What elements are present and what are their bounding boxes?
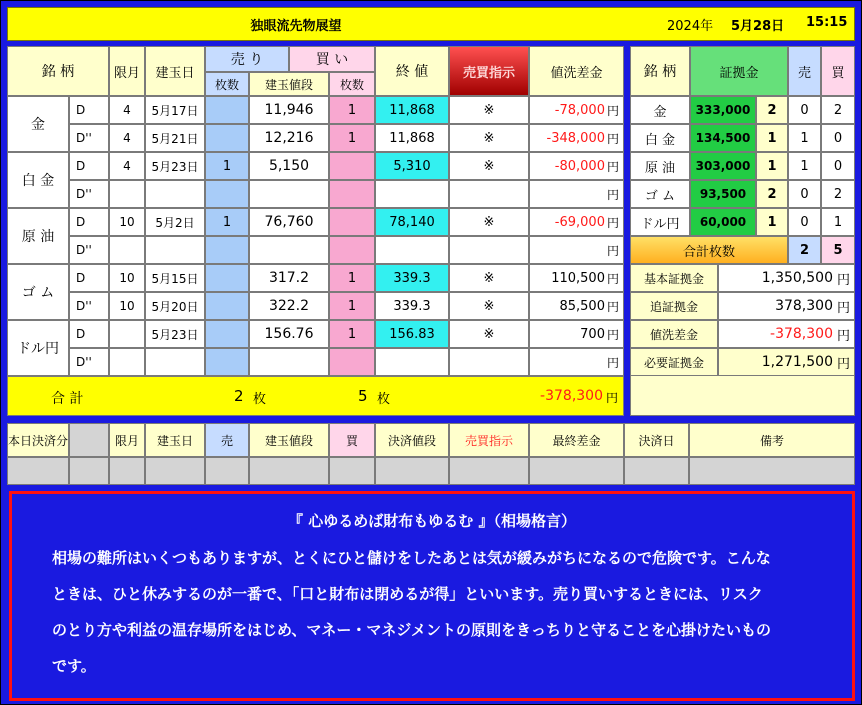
row-sub-label: D xyxy=(69,152,109,180)
margin-buy: 2 xyxy=(821,96,855,124)
row-diff-yen: 円 xyxy=(606,187,619,202)
total-diff: -378,300 xyxy=(540,388,603,404)
total-sell-count: 2 xyxy=(234,387,244,405)
col-header-tatebi: 建玉日 xyxy=(145,46,205,96)
row-diff-yen: 円 xyxy=(606,131,619,146)
settle-cell xyxy=(529,457,624,485)
row-open-date xyxy=(145,180,205,208)
settle-header: 売 xyxy=(205,423,249,457)
row-sub-label: D xyxy=(69,96,109,124)
margin-count: 2 xyxy=(756,180,788,208)
total-sell-unit: 枚 xyxy=(253,392,267,407)
row-buy-count: 1 xyxy=(329,96,375,124)
summary-value: -378,300 xyxy=(770,326,833,342)
row-diff-yen: 円 xyxy=(606,271,619,286)
settle-cell xyxy=(7,457,69,485)
margin-amount: 134,500 xyxy=(690,124,756,152)
summary-value-cell xyxy=(718,292,855,320)
row-close-price: 339.3 xyxy=(375,292,449,320)
margin-sell: 0 xyxy=(788,96,821,124)
margin-count: 1 xyxy=(756,152,788,180)
margin-amount: 93,500 xyxy=(690,180,756,208)
settle-header: 売買指示 xyxy=(449,423,529,457)
row-diff-value: 700 xyxy=(580,326,605,342)
margin-count: 1 xyxy=(756,208,788,236)
proverb-line: のとり方や利益の温存場所をはじめ、マネー・マネジメントの原則をきっちりと守ることを心掛けたいもの xyxy=(52,621,771,639)
summary-label: 基本証拠金 xyxy=(630,264,718,292)
margin-total-sell: 2 xyxy=(788,236,821,264)
commodity-usdjpy: ドル円 xyxy=(7,320,69,376)
proverb-line: です。 xyxy=(52,657,96,675)
row-trade-instruction: ※ xyxy=(449,264,529,292)
margin-commodity: ドル円 xyxy=(630,208,690,236)
col-header-buy-count: 枚数 xyxy=(329,72,375,96)
row-close-price: 339.3 xyxy=(375,264,449,292)
row-diff-value: -78,000 xyxy=(554,102,605,118)
row-sell-count: 1 xyxy=(205,208,249,236)
row-sell-count xyxy=(205,96,249,124)
summary-value-cell xyxy=(718,264,855,292)
row-open-date: 5月23日 xyxy=(145,320,205,348)
summary-yen: 円 xyxy=(836,356,850,372)
row-sub-label: D'' xyxy=(69,348,109,376)
row-sell-count xyxy=(205,264,249,292)
margin-commodity: ゴ ム xyxy=(630,180,690,208)
row-open-price: 317.2 xyxy=(249,264,329,292)
row-mark-to-market xyxy=(529,292,624,320)
total-yen: 円 xyxy=(606,391,619,405)
header-time: 15:15 xyxy=(806,15,848,30)
row-sell-count: 1 xyxy=(205,152,249,180)
row-mark-to-market xyxy=(529,320,624,348)
margin-total-label: 合計枚数 xyxy=(630,236,788,264)
row-open-price: 5,150 xyxy=(249,152,329,180)
summary-yen: 円 xyxy=(836,300,850,316)
row-close-price: 78,140 xyxy=(375,208,449,236)
proverb-line: 相場の難所はいくつもありますが、とくにひと儲けをしたあとは気が緩みがちになるので危険です。こんな xyxy=(52,549,771,567)
row-diff-value: -80,000 xyxy=(554,158,605,174)
row-sub-label: D'' xyxy=(69,180,109,208)
summary-value: 1,271,500 xyxy=(761,354,833,370)
row-open-price: 76,760 xyxy=(249,208,329,236)
margin-sell: 0 xyxy=(788,180,821,208)
settle-cell xyxy=(109,457,145,485)
row-sub-label: D xyxy=(69,264,109,292)
proverb-body xyxy=(52,540,822,684)
proverb-line: ときは、ひと休みするのが一番で、「口と財布は閉めるが得」といいます。売り買いするときには、リスク xyxy=(52,585,763,603)
row-open-date: 5月23日 xyxy=(145,152,205,180)
row-mark-to-market xyxy=(529,348,624,376)
row-month: 4 xyxy=(109,152,145,180)
header-bar xyxy=(7,7,855,41)
settle-header-blank xyxy=(69,423,109,457)
row-buy-count: 1 xyxy=(329,292,375,320)
margin-header-meigara: 銘 柄 xyxy=(630,46,690,96)
row-diff-value: -348,000 xyxy=(546,130,605,146)
row-close-price: 11,868 xyxy=(375,124,449,152)
col-header-gengetsu: 限月 xyxy=(109,46,145,96)
row-sub-label: D xyxy=(69,208,109,236)
row-buy-count xyxy=(329,236,375,264)
row-diff-yen: 円 xyxy=(606,103,619,118)
row-open-date: 5月20日 xyxy=(145,292,205,320)
summary-label: 追証拠金 xyxy=(630,292,718,320)
margin-count: 2 xyxy=(756,96,788,124)
row-month xyxy=(109,320,145,348)
row-trade-instruction: ※ xyxy=(449,320,529,348)
settle-cell xyxy=(145,457,205,485)
margin-buy: 2 xyxy=(821,180,855,208)
margin-sell: 1 xyxy=(788,124,821,152)
row-mark-to-market xyxy=(529,236,624,264)
row-open-date xyxy=(145,348,205,376)
margin-header-kai: 買 xyxy=(821,46,855,96)
settle-header: 最終差金 xyxy=(529,423,624,457)
row-sell-count xyxy=(205,124,249,152)
total-label: 合 計 xyxy=(51,391,84,407)
row-diff-yen: 円 xyxy=(606,327,619,342)
settle-cell xyxy=(69,457,109,485)
row-sell-count xyxy=(205,320,249,348)
row-close-price xyxy=(375,180,449,208)
row-sell-count xyxy=(205,236,249,264)
settle-cell xyxy=(624,457,689,485)
margin-header-shokokin: 証拠金 xyxy=(690,46,788,96)
settle-header: 本日決済分 xyxy=(7,423,69,457)
margin-sell: 0 xyxy=(788,208,821,236)
col-header-neari: 値洗差金 xyxy=(529,46,624,96)
row-diff-yen: 円 xyxy=(606,243,619,258)
col-header-tate-nedan: 建玉値段 xyxy=(249,72,329,96)
col-header-sell-count: 枚数 xyxy=(205,72,249,96)
settle-cell xyxy=(249,457,329,485)
margin-sell: 1 xyxy=(788,152,821,180)
col-header-baibai: 売買指示 xyxy=(449,46,529,96)
row-buy-count xyxy=(329,152,375,180)
col-header-meigara: 銘 柄 xyxy=(7,46,109,96)
commodity-platinum: 白 金 xyxy=(7,152,69,208)
settle-cell xyxy=(449,457,529,485)
margin-commodity: 金 xyxy=(630,96,690,124)
settle-cell xyxy=(375,457,449,485)
header-year: 2024年 xyxy=(667,19,714,34)
row-close-price xyxy=(375,236,449,264)
row-trade-instruction xyxy=(449,180,529,208)
row-trade-instruction: ※ xyxy=(449,292,529,320)
row-buy-count xyxy=(329,180,375,208)
summary-label: 必要証拠金 xyxy=(630,348,718,376)
settle-header: 備考 xyxy=(689,423,855,457)
total-buy-count: 5 xyxy=(358,387,368,405)
row-buy-count: 1 xyxy=(329,320,375,348)
row-open-price: 11,946 xyxy=(249,96,329,124)
proverb-title: 『 心ゆるめば財布もゆるむ 』（相場格言） xyxy=(288,512,576,530)
row-trade-instruction: ※ xyxy=(449,96,529,124)
margin-header-uri: 売 xyxy=(788,46,821,96)
row-sell-count xyxy=(205,180,249,208)
margin-commodity: 白 金 xyxy=(630,124,690,152)
row-sub-label: D'' xyxy=(69,236,109,264)
row-mark-to-market xyxy=(529,208,624,236)
row-close-price xyxy=(375,348,449,376)
row-diff-value: 85,500 xyxy=(559,298,605,314)
row-sub-label: D'' xyxy=(69,124,109,152)
row-trade-instruction: ※ xyxy=(449,124,529,152)
margin-buy: 1 xyxy=(821,208,855,236)
row-open-price: 156.76 xyxy=(249,320,329,348)
settle-cell xyxy=(329,457,375,485)
row-month: 10 xyxy=(109,264,145,292)
row-open-date: 5月2日 xyxy=(145,208,205,236)
row-trade-instruction: ※ xyxy=(449,208,529,236)
row-close-price: 5,310 xyxy=(375,152,449,180)
row-month: 4 xyxy=(109,96,145,124)
settle-header: 建玉値段 xyxy=(249,423,329,457)
settle-header: 買 xyxy=(329,423,375,457)
row-month: 10 xyxy=(109,292,145,320)
row-sub-label: D'' xyxy=(69,292,109,320)
row-open-date: 5月15日 xyxy=(145,264,205,292)
row-buy-count xyxy=(329,208,375,236)
margin-total-buy: 5 xyxy=(821,236,855,264)
settle-header: 限月 xyxy=(109,423,145,457)
summary-yen: 円 xyxy=(836,272,850,288)
row-mark-to-market xyxy=(529,264,624,292)
row-open-price xyxy=(249,180,329,208)
row-sell-count xyxy=(205,292,249,320)
summary-yen: 円 xyxy=(836,328,850,344)
row-open-date: 5月17日 xyxy=(145,96,205,124)
total-buy-unit: 枚 xyxy=(377,392,391,407)
row-open-date: 5月21日 xyxy=(145,124,205,152)
row-mark-to-market xyxy=(529,152,624,180)
row-open-price: 12,216 xyxy=(249,124,329,152)
margin-amount: 303,000 xyxy=(690,152,756,180)
row-diff-value: 110,500 xyxy=(551,270,605,286)
col-header-uri: 売 り xyxy=(205,46,289,72)
row-open-date xyxy=(145,236,205,264)
row-mark-to-market xyxy=(529,124,624,152)
row-diff-yen: 円 xyxy=(606,355,619,370)
row-trade-instruction xyxy=(449,348,529,376)
row-close-price: 11,868 xyxy=(375,96,449,124)
margin-amount: 60,000 xyxy=(690,208,756,236)
margin-amount: 333,000 xyxy=(690,96,756,124)
summary-value: 378,300 xyxy=(775,298,833,314)
market-proverb-box xyxy=(9,491,855,701)
settle-header: 建玉日 xyxy=(145,423,205,457)
col-header-owarine: 終 値 xyxy=(375,46,449,96)
settle-cell xyxy=(689,457,855,485)
row-buy-count: 1 xyxy=(329,124,375,152)
row-mark-to-market xyxy=(529,180,624,208)
margin-commodity: 原 油 xyxy=(630,152,690,180)
row-trade-instruction: ※ xyxy=(449,152,529,180)
row-sell-count xyxy=(205,348,249,376)
row-month: 10 xyxy=(109,208,145,236)
margin-buy: 0 xyxy=(821,152,855,180)
row-month xyxy=(109,348,145,376)
row-open-price xyxy=(249,236,329,264)
commodity-crude-oil: 原 油 xyxy=(7,208,69,264)
summary-label: 値洗差金 xyxy=(630,320,718,348)
header-date: 5月28日 xyxy=(731,19,785,34)
row-buy-count xyxy=(329,348,375,376)
row-sub-label: D xyxy=(69,320,109,348)
row-diff-yen: 円 xyxy=(606,299,619,314)
row-diff-yen: 円 xyxy=(606,215,619,230)
commodity-gold: 金 xyxy=(7,96,69,152)
margin-buy: 0 xyxy=(821,124,855,152)
row-month xyxy=(109,180,145,208)
row-close-price: 156.83 xyxy=(375,320,449,348)
summary-value-cell xyxy=(718,348,855,376)
row-diff-yen: 円 xyxy=(606,159,619,174)
row-mark-to-market xyxy=(529,96,624,124)
commodity-rubber: ゴ ム xyxy=(7,264,69,320)
row-trade-instruction xyxy=(449,236,529,264)
page-title: 独眼流先物展望 xyxy=(250,19,342,34)
summary-value: 1,350,500 xyxy=(761,270,833,286)
row-buy-count: 1 xyxy=(329,264,375,292)
settle-header: 決済値段 xyxy=(375,423,449,457)
row-open-price xyxy=(249,348,329,376)
row-diff-value: -69,000 xyxy=(554,214,605,230)
col-header-kai: 買 い xyxy=(289,46,375,72)
settle-header: 決済日 xyxy=(624,423,689,457)
margin-count: 1 xyxy=(756,124,788,152)
row-open-price: 322.2 xyxy=(249,292,329,320)
settle-cell xyxy=(205,457,249,485)
summary-value-cell xyxy=(718,320,855,348)
row-month: 4 xyxy=(109,124,145,152)
row-month xyxy=(109,236,145,264)
